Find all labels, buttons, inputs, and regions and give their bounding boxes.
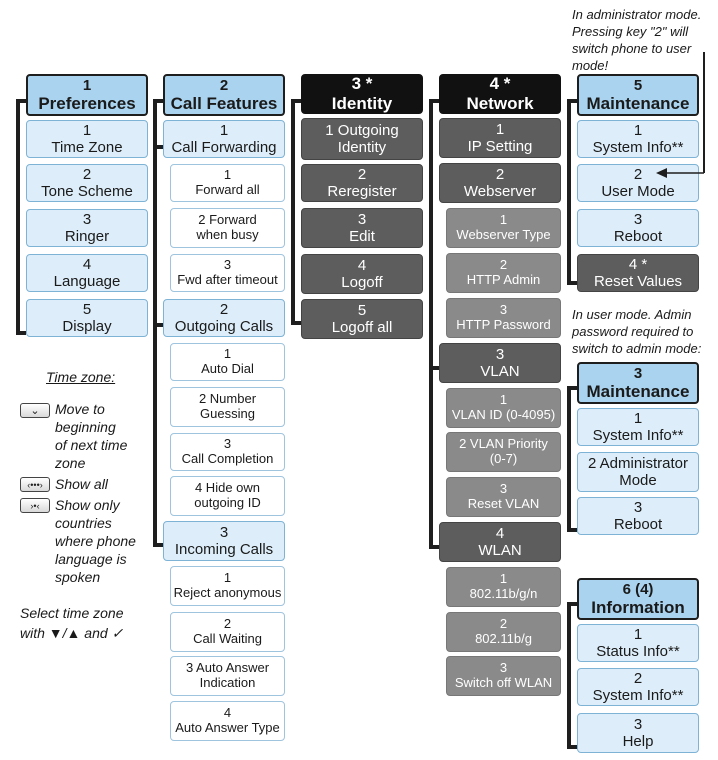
maintenance-admin-header-title: Maintenance [586,93,690,113]
chevron-down-icon: ⌄ [20,403,50,418]
maintenance-item-system-info[interactable]: 1 System Info** [577,120,699,158]
network-item-ip-setting[interactable]: 1 IP Setting [439,118,561,158]
call-features-header-title: Call Features [170,93,278,113]
connector-preferences-h [16,99,26,103]
outgoing-calls-item-auto-dial[interactable]: 1 Auto Dial [170,343,285,381]
network-item-vlan[interactable]: 3 VLAN [439,343,561,383]
connector-maintenance-admin [567,99,571,285]
user-mode-note: In user mode. Admin password required to switch to admin mode: [572,307,702,356]
key-lang-label: Show only countries where phone language is spoken [55,497,136,585]
maintenance-item-user-mode[interactable]: 2 User Mode [577,164,699,202]
preferences-header-title: Preferences [38,93,136,113]
connector-network [429,99,433,549]
call-forwarding-item-fwd-timeout[interactable]: 3 Fwd after timeout [170,254,285,292]
preferences-item-display[interactable]: 5 Display [26,299,148,337]
maintenance-user-item-system-info[interactable]: 1 System Info** [577,408,699,446]
connector-preferences [16,99,20,335]
incoming-calls-item-auto-answer-indication[interactable]: 3 Auto Answer Indication [170,656,285,696]
incoming-calls-item-call-waiting[interactable]: 2 Call Waiting [170,612,285,652]
identity-header-title: Identity [331,94,393,113]
identity-item-outgoing-identity[interactable]: 1 Outgoing Identity [301,118,423,160]
information-item-system-info[interactable]: 2 System Info** [577,668,699,706]
call-forwarding-item-forward-busy[interactable]: 2 Forward when busy [170,208,285,248]
incoming-calls-item-auto-answer-type[interactable]: 4 Auto Answer Type [170,701,285,741]
call-features-header-num: 2 [219,76,229,94]
preferences-header-num: 1 [82,76,92,94]
identity-item-logoff[interactable]: 4 Logoff [301,254,423,294]
call-features-item-incoming-calls[interactable]: 3 Incoming Calls [163,521,285,561]
information-header-num: 6 (4) [622,580,654,598]
maintenance-user-item-admin-mode[interactable]: 2 Administrator Mode [577,452,699,492]
maintenance-item-reset-values[interactable]: 4 * Reset Values [577,254,699,292]
preferences-item-tone-scheme[interactable]: 2 Tone Scheme [26,164,148,202]
preferences-item-ringer[interactable]: 3 Ringer [26,209,148,247]
network-item-webserver[interactable]: 2 Webserver [439,163,561,203]
select-time-zone-note: Select time zone with ▼/▲ and ✓ [20,605,124,641]
show-language-icon: ›•‹ [20,498,50,513]
identity-item-edit[interactable]: 3 Edit [301,208,423,248]
outgoing-calls-item-number-guessing[interactable]: 2 Number Guessing [170,387,285,427]
maintenance-user-header-num: 3 [633,364,643,382]
webserver-item-http-admin[interactable]: 2 HTTP Admin [446,253,561,293]
arrow-icon [654,163,706,183]
vlan-item-reset-vlan[interactable]: 3 Reset VLAN [446,477,561,517]
wlan-item-80211bg[interactable]: 2 802.11b/g [446,612,561,652]
identity-item-logoff-all[interactable]: 5 Logoff all [301,299,423,339]
vlan-item-vlan-priority[interactable]: 2 VLAN Priority (0-7) [446,432,561,472]
show-all-icon: ‹•••› [20,477,50,492]
information-header [577,578,699,620]
preferences-header [26,74,148,116]
preferences-item-time-zone[interactable]: 1 Time Zone [26,120,148,158]
outgoing-calls-item-call-completion[interactable]: 3 Call Completion [170,433,285,471]
key-down-label: Move to beginning of next time zone [55,401,128,471]
call-features-item-outgoing-calls[interactable]: 2 Outgoing Calls [163,299,285,337]
maintenance-admin-header-num: 5 [633,76,643,94]
connector-maintenance-user [567,386,571,532]
vlan-item-vlan-id[interactable]: 1 VLAN ID (0-4095) [446,388,561,428]
outgoing-calls-item-hide-id[interactable]: 4 Hide own outgoing ID [170,476,285,516]
maintenance-user-header-title: Maintenance [586,381,690,401]
network-item-wlan[interactable]: 4 WLAN [439,522,561,562]
time-zone-title: Time zone: [46,369,116,385]
call-features-header [163,74,285,116]
identity-header [301,74,423,114]
connector-information [567,602,571,749]
incoming-calls-item-reject-anonymous[interactable]: 1 Reject anonymous [170,566,285,606]
maintenance-item-reboot[interactable]: 3 Reboot [577,209,699,247]
maintenance-user-header [577,362,699,404]
network-header-num: 4 * [489,74,511,94]
call-features-item-call-forwarding[interactable]: 1 Call Forwarding [163,120,285,158]
maintenance-user-item-reboot[interactable]: 3 Reboot [577,497,699,535]
network-header [439,74,561,114]
preferences-item-language[interactable]: 4 Language [26,254,148,292]
maintenance-admin-header [577,74,699,116]
wlan-item-80211bgn[interactable]: 1 802.11b/g/n [446,567,561,607]
network-header-title: Network [466,94,534,113]
key-all-label: Show all [55,476,108,492]
connector-identity [291,99,295,325]
identity-header-num: 3 * [351,74,373,94]
information-item-status-info[interactable]: 1 Status Info** [577,624,699,662]
webserver-item-http-password[interactable]: 3 HTTP Password [446,298,561,338]
information-header-title: Information [591,597,685,617]
call-forwarding-item-forward-all[interactable]: 1 Forward all [170,164,285,202]
wlan-item-switch-off[interactable]: 3 Switch off WLAN [446,656,561,696]
admin-mode-note: In administrator mode. Pressing key "2" will switch phone to user mode! [572,7,702,73]
webserver-item-type[interactable]: 1 Webserver Type [446,208,561,248]
identity-item-reregister[interactable]: 2 Reregister [301,164,423,202]
information-item-help[interactable]: 3 Help [577,713,699,753]
